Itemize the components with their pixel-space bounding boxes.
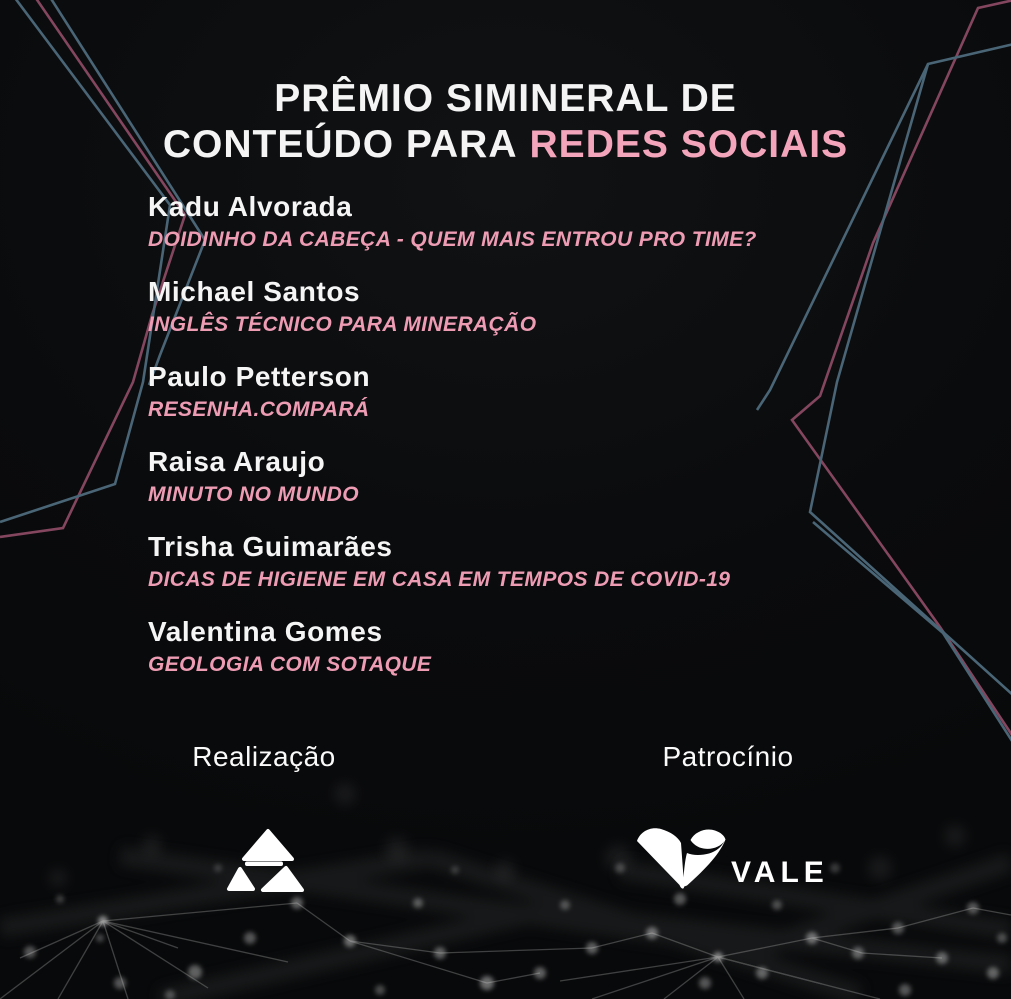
poster-title [0,76,1011,168]
realization-label: Realização [192,741,336,772]
title-line1: PRÊMIO SIMINERAL DE [274,77,737,120]
nominee-item [148,616,908,677]
nominee-entry: MINUTO NO MUNDO [148,483,359,506]
nominee-entry: INGLÊS TÉCNICO PARA MINERAÇÃO [148,313,537,336]
nominee-entry: RESENHA.COMPARÁ [148,398,370,421]
nominee-name: Paulo Petterson [148,361,371,392]
nominee-name: Michael Santos [148,276,361,307]
nominee-item [148,276,908,337]
nominee-entry: DOIDINHO DA CABEÇA - QUEM MAIS ENTROU PRO TIME? [148,228,757,251]
nominee-item [148,191,908,252]
nominee-entry: GEOLOGIA COM SOTAQUE [148,653,432,676]
sponsor-wordmark: VALE [731,856,829,889]
vale-v-icon [637,826,729,896]
title-line2-white: CONTEÚDO PARA [162,123,518,166]
nominee-item [148,531,908,592]
nominee-name: Trisha Guimarães [148,531,393,562]
nominees-list [148,191,908,701]
nominee-name: Kadu Alvorada [148,191,353,222]
nominee-name: Valentina Gomes [148,616,383,647]
nominee-item [148,361,908,422]
sponsor-logo [637,826,829,896]
simineral-triangles-icon [226,828,306,894]
nominee-item [148,446,908,507]
sponsor-label: Patrocínio [662,741,794,772]
nominee-name: Raisa Araujo [148,446,326,477]
title-line2-accent: REDES SOCIAIS [529,123,849,166]
nominee-entry: DICAS DE HIGIENE EM CASA EM TEMPOS DE COVID-19 [148,568,731,591]
